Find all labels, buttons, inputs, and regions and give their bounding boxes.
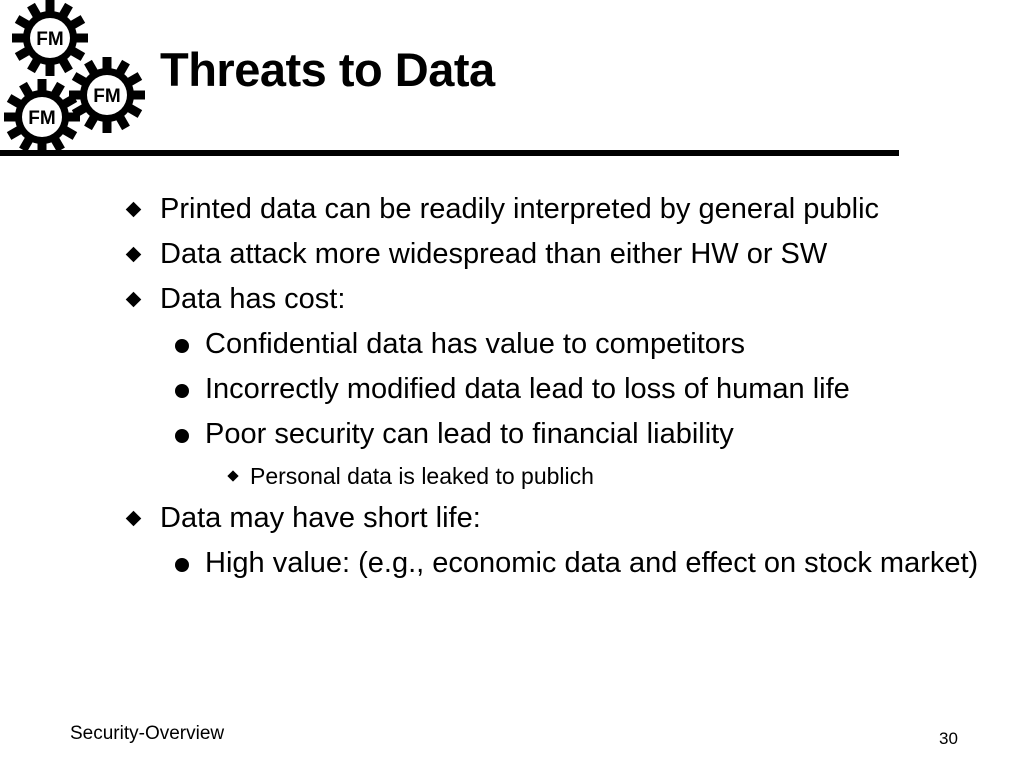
diamond-bullet-icon	[126, 202, 142, 218]
bullet-list	[122, 192, 1002, 591]
gear-label-right: FM	[93, 86, 121, 107]
sub-bullet-item	[122, 372, 1002, 407]
diamond-bullet-icon	[126, 511, 142, 527]
sub-bullet-item	[122, 546, 1002, 581]
bullet-text: High value: (e.g., economic data and effect on stock market)	[205, 547, 979, 579]
diamond-bullet-icon	[126, 292, 142, 308]
sub-bullet-item	[122, 417, 1002, 452]
bullet-text: Poor security can lead to financial liability	[205, 418, 734, 450]
bullet-text: Data may have short life:	[160, 502, 481, 534]
dot-bullet-icon	[175, 558, 189, 572]
bullet-item	[122, 237, 1002, 272]
diamond-bullet-icon	[126, 247, 142, 263]
bullet-item	[122, 192, 1002, 227]
bullet-text: Confidential data has value to competitors	[205, 328, 746, 360]
gear-label-bottom: FM	[28, 108, 56, 129]
gear-icon-top	[12, 0, 88, 76]
bullet-text: Incorrectly modified data lead to loss of human life	[205, 373, 850, 405]
page-number: 30	[939, 729, 958, 748]
bullet-text: Data has cost:	[160, 283, 346, 315]
dot-bullet-icon	[175, 429, 189, 443]
small-diamond-bullet-icon	[227, 470, 238, 481]
slide-title: Threats to Data	[160, 43, 495, 96]
bullet-item	[122, 282, 1002, 317]
dot-bullet-icon	[175, 339, 189, 353]
bullet-text: Data attack more widespread than either HW or SW	[160, 238, 828, 270]
bullet-item	[122, 501, 1002, 536]
gear-icon-right	[69, 57, 145, 133]
gear-icon-bottom	[4, 79, 80, 155]
dot-bullet-icon	[175, 384, 189, 398]
title-divider	[0, 150, 899, 156]
sub-sub-bullet-item	[122, 462, 1002, 490]
footer-title: Security-Overview	[70, 723, 225, 744]
bullet-text: Personal data is leaked to publich	[250, 463, 594, 489]
gear-label-top: FM	[36, 29, 64, 50]
bullet-text: Printed data can be readily interpreted by general public	[160, 193, 880, 225]
fm-gears-logo	[0, 0, 160, 160]
sub-bullet-item	[122, 327, 1002, 362]
